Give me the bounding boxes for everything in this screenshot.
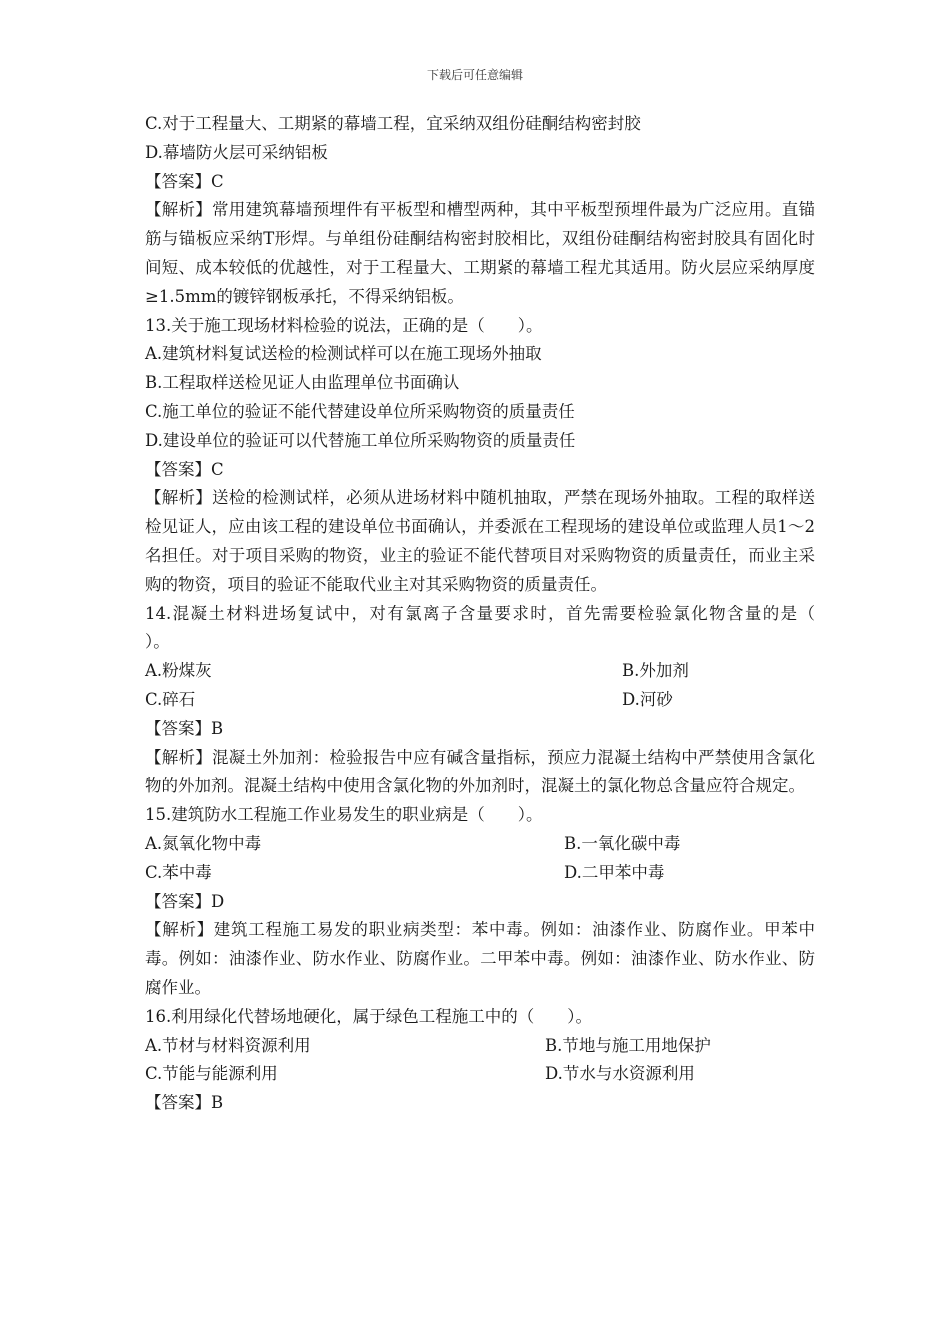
q13-answer: 【答案】C: [145, 459, 224, 479]
q14-analysis: 【解析】混凝土外加剂：检验报告中应有碱含量指标，预应力混凝土结构中严禁使用含氯化物的外加剂。混凝土结构中使用含氯化物的外加剂时，混凝土的氯化物总含量应符合规定。: [145, 747, 815, 796]
q14-option-c: C.碎石: [145, 689, 196, 709]
q14-option-b: B.外加剂: [622, 661, 689, 681]
q16-options-row-1: [145, 1032, 815, 1061]
q12-analysis: 【解析】常用建筑幕墙预埋件有平板型和槽型两种，其中平板型预埋件最为广泛应用。直锚筋与锚板应采纳T形焊。与单组份硅酮结构密封胶相比，双组份硅酮结构密封胶具有固化时间短、成本较低的优越性，对于工程量大、工期紧的幕墙工程尤其适用。防火层应采纳厚度≥1.5mm的镀锌钢板承托，不得采纳铝板。: [145, 200, 815, 306]
q16-stem: 16.利用绿化代替场地硬化，属于绿色工程施工中的（ ）。: [145, 1006, 592, 1026]
q14-option-d: D.河砂: [622, 689, 673, 709]
document-body: [145, 110, 848, 1118]
q14-stem: 14.混凝土材料进场复试中，对有氯离子含量要求时，首先需要检验氯化物含量的是（ ）。: [145, 603, 848, 652]
q15-option-c: C.苯中毒: [145, 862, 212, 882]
q16-options-row-2: [145, 1060, 815, 1089]
q16-option-a: A.节材与材料资源利用: [145, 1035, 311, 1055]
q13-analysis: 【解析】送检的检测试样，必须从进场材料中随机抽取，严禁在现场外抽取。工程的取样送检见证人，应由该工程的建设单位书面确认，并委派在工程现场的建设单位或监理人员1～2名担任。对于项目采购的物资，业主的验证不能代替项目对采购物资的质量责任，而业主采购的物资，项目的验证不能取代业主对其采购物资的质量责任。: [145, 488, 815, 594]
q15-options-row-1: [145, 830, 815, 859]
q13-option-b: B.工程取样送检见证人由监理单位书面确认: [145, 373, 460, 393]
q14-option-a: A.粉煤灰: [145, 661, 212, 681]
q13-option-c: C.施工单位的验证不能代替建设单位所采购物资的质量责任: [145, 401, 575, 421]
q14-options-row-1: [145, 657, 815, 686]
q12-option-c: C.对于工程量大、工期紧的幕墙工程，宜采纳双组份硅酮结构密封胶: [145, 114, 641, 133]
q16-answer: 【答案】B: [145, 1093, 224, 1113]
q13-option-a: A.建筑材料复试送检的检测试样可以在施工现场外抽取: [145, 344, 542, 364]
q14-answer: 【答案】B: [145, 718, 224, 738]
q12-option-d: D.幕墙防火层可采纳铝板: [145, 142, 328, 162]
q15-analysis: 【解析】建筑工程施工易发的职业病类型：苯中毒。例如：油漆作业、防腐作业。甲苯中毒。例如：油漆作业、防水作业、防腐作业。二甲苯中毒。例如：油漆作业、防水作业、防腐作业。: [145, 920, 815, 997]
q15-stem: 15.建筑防水工程施工作业易发生的职业病是（ ）。: [145, 805, 543, 825]
page-header: 下载后可任意编辑: [426, 68, 523, 82]
q13-stem: 13.关于施工现场材料检验的说法，正确的是（ ）。: [145, 315, 543, 335]
q15-option-a: A.氮氧化物中毒: [145, 833, 262, 853]
q15-options-row-2: [145, 859, 815, 888]
q13-option-d: D.建设单位的验证可以代替施工单位所采购物资的质量责任: [145, 430, 576, 450]
q16-option-d: D.节水与水资源利用: [545, 1064, 695, 1084]
q16-option-c: C.节能与能源利用: [145, 1064, 278, 1084]
q15-option-d: D.二甲苯中毒: [564, 862, 665, 882]
q15-answer: 【答案】D: [145, 891, 225, 911]
q16-option-b: B.节地与施工用地保护: [545, 1035, 711, 1055]
q14-options-row-2: [145, 686, 815, 715]
q12-answer: 【答案】C: [145, 171, 224, 191]
q15-option-b: B.一氧化碳中毒: [564, 833, 681, 853]
